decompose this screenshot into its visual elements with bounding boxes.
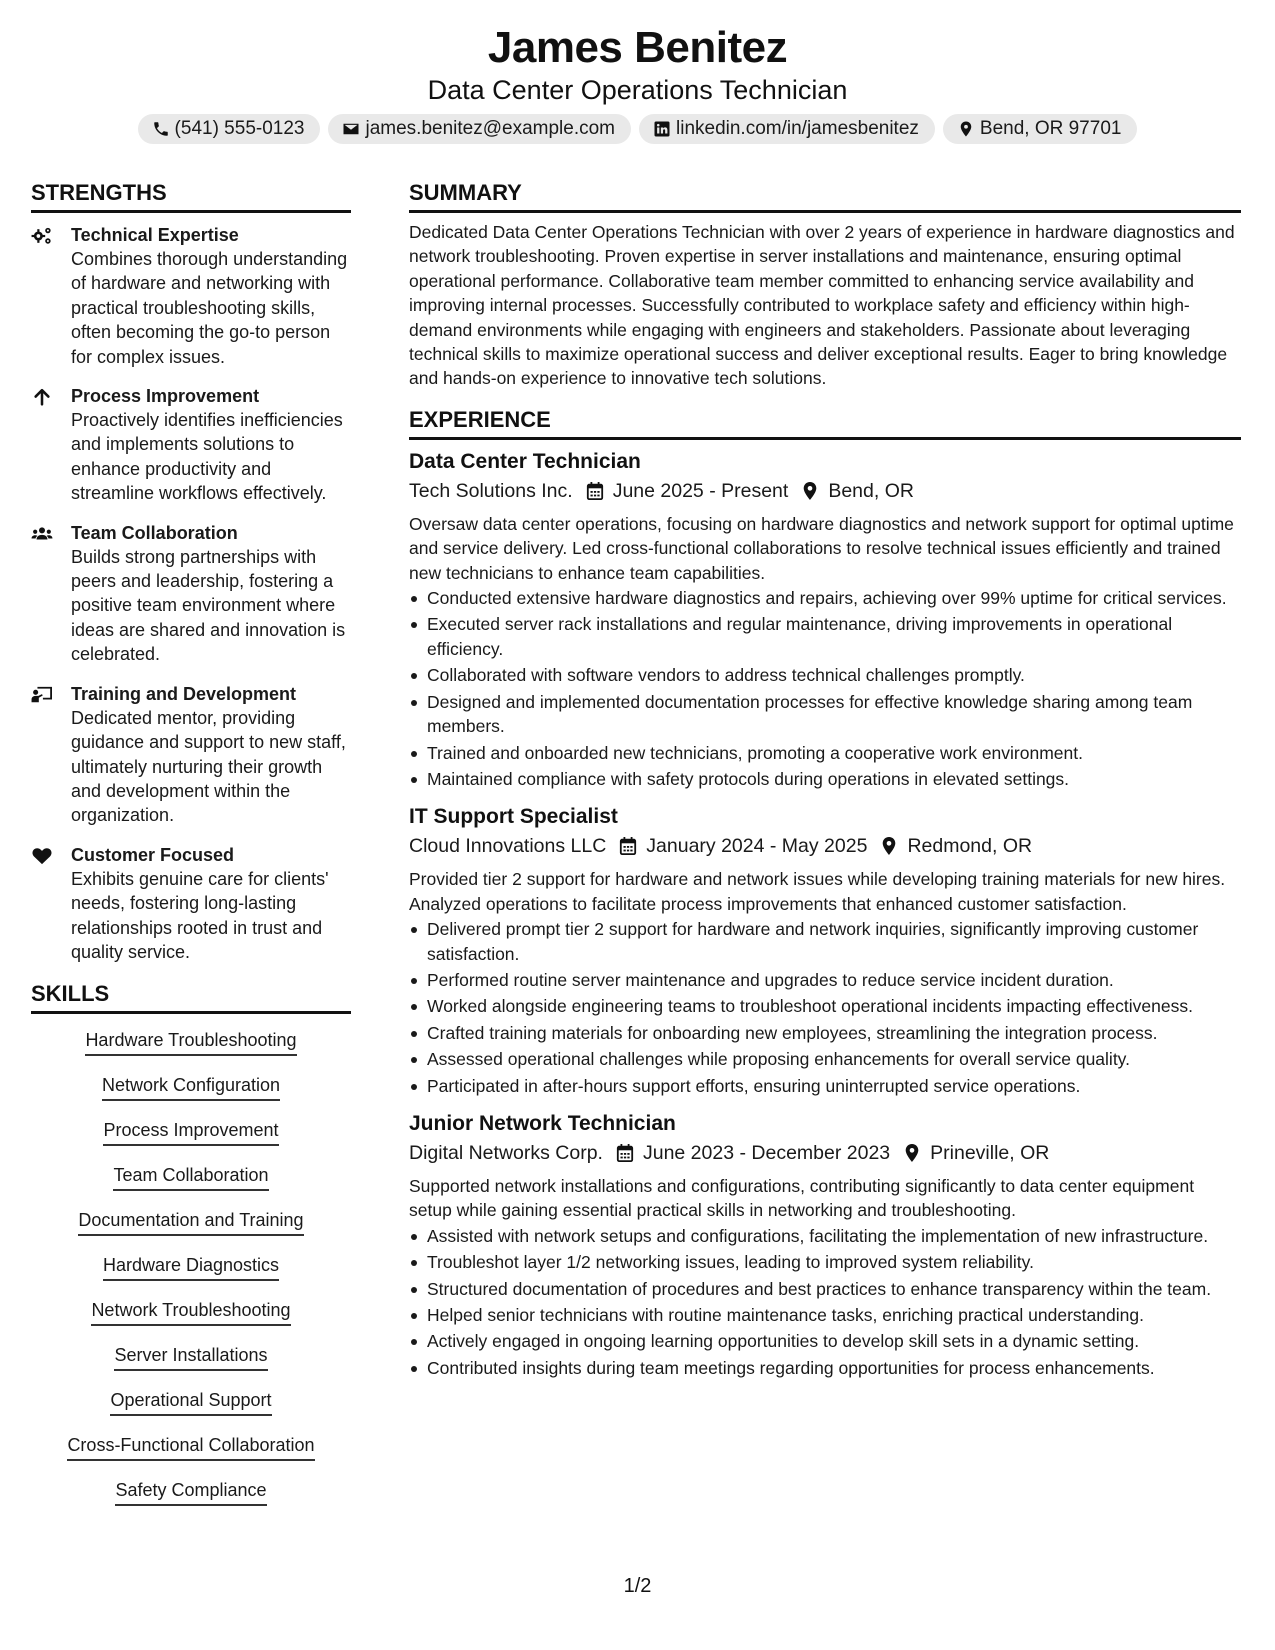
calendar-icon xyxy=(606,836,646,856)
skill-tag: Cross-Functional Collaboration xyxy=(67,1433,314,1461)
contact-bar xyxy=(0,114,1275,144)
skill-tag: Hardware Diagnostics xyxy=(103,1253,279,1281)
contact-text: james.benitez@example.com xyxy=(365,118,615,139)
strength-item xyxy=(31,682,351,828)
skill-tag: Server Installations xyxy=(114,1343,267,1371)
job-meta xyxy=(409,831,1241,861)
strength-title: Training and Development xyxy=(71,683,297,704)
job-bullet: Assisted with network setups and configurations, facilitating the implementation of new infrastructure. xyxy=(409,1224,1241,1248)
strength-title: Technical Expertise xyxy=(71,225,239,245)
summary-text: Dedicated Data Center Operations Technician with over 2 years of experience in hardware diagnostics and network troubleshooting. Proven expertise in server installations and maintenance, ensuring optimal operational performance. Collaborative team member committed to enhancing service availability and improving internal processes. Successfully contributed to workplace safety and efficiency within high-demand environments while engaging with engineers and stakeholders. Passionate about leveraging technical skills to maximize operational success and deliver exceptional results. Eager to bring knowledge and hands-on experience to innovative tech solutions. xyxy=(409,222,1235,389)
candidate-role: Data Center Operations Technician xyxy=(427,75,848,105)
candidate-name: James Benitez xyxy=(487,23,788,72)
strength-title: Team Collaboration xyxy=(71,522,238,543)
strength-desc: Proactively identifies inefficiencies and implements solutions to enhance productivity and streamline workflows effectively. xyxy=(71,410,343,504)
calendar-icon xyxy=(573,481,613,501)
job-bullet: Helped senior technicians with routine maintenance tasks, enriching practical understanding. xyxy=(409,1303,1241,1327)
arrow-up-icon xyxy=(31,384,71,506)
job-company: Tech Solutions Inc. xyxy=(409,479,573,502)
job-dates: June 2025 - Present xyxy=(612,479,789,502)
job-bullet: Contributed insights during team meetings regarding opportunities for process enhancements. xyxy=(409,1356,1241,1380)
skill-tag: Documentation and Training xyxy=(78,1208,303,1236)
job-list xyxy=(409,448,1241,1380)
skills-section xyxy=(31,979,351,1523)
linkedin-icon xyxy=(653,120,671,138)
strength-item xyxy=(31,521,351,667)
job-bullets xyxy=(409,586,1241,791)
page-number: 1/2 xyxy=(623,1575,652,1597)
resume-header xyxy=(0,22,1275,144)
skill-tag: Safety Compliance xyxy=(115,1478,266,1506)
strength-desc: Exhibits genuine care for clients' needs, fostering long-lasting relationships rooted in trust and quality service. xyxy=(71,868,329,962)
experience-heading: EXPERIENCE xyxy=(409,405,1241,440)
summary-section xyxy=(409,178,1241,391)
job-bullet: Executed server rack installations and regular maintenance, driving improvements in operational efficiency. xyxy=(409,612,1241,661)
job-title: IT Support Specialist xyxy=(409,805,618,829)
job-location: Bend, OR xyxy=(828,479,914,502)
skill-tag: Operational Support xyxy=(110,1388,271,1416)
job-entry xyxy=(409,448,1241,791)
contact-linkedin[interactable] xyxy=(639,114,935,144)
job-bullet: Trained and onboarded new technicians, promoting a cooperative work environment. xyxy=(409,741,1241,765)
strengths-heading: STRENGTHS xyxy=(31,178,351,213)
job-entry xyxy=(409,1110,1241,1380)
job-bullet: Participated in after-hours support efforts, ensuring uninterrupted service operations. xyxy=(409,1074,1241,1098)
job-bullets xyxy=(409,917,1241,1098)
heart-icon xyxy=(31,843,71,965)
job-bullet: Performed routine server maintenance and upgrades to reduce service incident duration. xyxy=(409,968,1241,992)
map-pin-icon xyxy=(788,481,828,501)
chalkboard-teacher-icon xyxy=(31,682,71,828)
job-bullet: Conducted extensive hardware diagnostics and repairs, achieving over 99% uptime for critical services. xyxy=(409,586,1241,610)
skill-tag: Team Collaboration xyxy=(113,1163,268,1191)
envelope-icon xyxy=(342,120,360,138)
map-pin-icon xyxy=(867,836,907,856)
job-title: Data Center Technician xyxy=(409,449,641,473)
strength-item xyxy=(31,223,351,369)
right-column xyxy=(409,178,1241,1382)
map-pin-icon xyxy=(957,120,975,138)
job-bullet: Delivered prompt tier 2 support for hardware and network inquiries, significantly improving customer satisfaction. xyxy=(409,917,1241,966)
job-dates: January 2024 - May 2025 xyxy=(646,835,868,858)
strength-desc: Dedicated mentor, providing guidance and support to new staff, ultimately nurturing their growth and development within the organization. xyxy=(71,707,346,826)
summary-heading: SUMMARY xyxy=(409,178,1241,213)
job-description: Supported network installations and configurations, contributing significantly to data center equipment setup while gaining essential practical skills in networking and troubleshooting. xyxy=(409,1175,1195,1221)
strength-title: Customer Focused xyxy=(71,844,235,865)
strength-title: Process Improvement xyxy=(71,386,260,407)
skill-tag: Hardware Troubleshooting xyxy=(85,1028,296,1056)
contact-phone[interactable] xyxy=(138,114,321,144)
job-dates: June 2023 - December 2023 xyxy=(642,1141,891,1164)
job-location: Redmond, OR xyxy=(907,835,1033,858)
gears-icon xyxy=(31,223,71,369)
strengths-section xyxy=(31,178,351,964)
job-meta xyxy=(409,1138,1241,1168)
job-meta xyxy=(409,476,1241,506)
job-company: Cloud Innovations LLC xyxy=(409,835,607,858)
skill-tag: Process Improvement xyxy=(103,1118,278,1146)
job-location: Prineville, OR xyxy=(930,1141,1050,1164)
job-description: Provided tier 2 support for hardware and network issues while developing training materials for new hires. Analyzed operations to facilitate process improvements that enhanced customer satisfaction. xyxy=(409,869,1226,914)
job-bullet: Assessed operational challenges while proposing enhancements for overall service quality. xyxy=(409,1047,1241,1071)
skills-heading: SKILLS xyxy=(31,979,351,1014)
strength-desc: Builds strong partnerships with peers and leadership, fostering a positive team environment where ideas are shared and innovation is celebrated. xyxy=(71,546,346,665)
contact-text: Bend, OR 97701 xyxy=(979,118,1122,139)
job-bullet: Maintained compliance with safety protocols during operations in elevated settings. xyxy=(409,767,1241,791)
contact-location[interactable] xyxy=(943,114,1138,144)
strength-desc: Combines thorough understanding of hardware and networking with practical troubleshooting skills, often becoming the go-to person for complex issues. xyxy=(71,249,348,367)
contact-text: linkedin.com/in/jamesbenitez xyxy=(676,118,919,139)
job-bullet: Actively engaged in ongoing learning opportunities to develop skill sets in a dynamic setting. xyxy=(409,1329,1241,1353)
job-description: Oversaw data center operations, focusing on hardware diagnostics and network support for optimal uptime and service delivery. Led cross-functional collaborations to resolve technical issues efficiently and trained new technicians to enhance team capabilities. xyxy=(409,513,1234,583)
phone-icon xyxy=(152,120,170,138)
job-entry xyxy=(409,803,1241,1098)
contact-text: (541) 555-0123 xyxy=(174,118,305,139)
job-bullet: Crafted training materials for onboarding new employees, streamlining the integration process. xyxy=(409,1021,1241,1045)
job-title: Junior Network Technician xyxy=(409,1111,676,1135)
skill-tag: Network Troubleshooting xyxy=(91,1298,290,1326)
calendar-icon xyxy=(603,1143,643,1163)
map-pin-icon xyxy=(890,1143,930,1163)
users-icon xyxy=(31,521,71,667)
left-column xyxy=(31,178,351,1523)
strength-item xyxy=(31,843,351,965)
contact-email[interactable] xyxy=(328,114,631,144)
experience-section xyxy=(409,405,1241,1380)
job-bullet: Designed and implemented documentation processes for effective knowledge sharing among team members. xyxy=(409,690,1241,739)
job-bullet: Collaborated with software vendors to address technical challenges promptly. xyxy=(409,663,1241,687)
job-bullet: Troubleshot layer 1/2 networking issues, leading to improved system reliability. xyxy=(409,1250,1241,1274)
job-bullets xyxy=(409,1224,1241,1380)
strength-item xyxy=(31,384,351,506)
job-company: Digital Networks Corp. xyxy=(409,1141,603,1164)
job-bullet: Worked alongside engineering teams to troubleshoot operational incidents impacting effectiveness. xyxy=(409,994,1241,1018)
job-bullet: Structured documentation of procedures and best practices to enhance transparency within the team. xyxy=(409,1277,1241,1301)
skill-tag: Network Configuration xyxy=(102,1073,280,1101)
